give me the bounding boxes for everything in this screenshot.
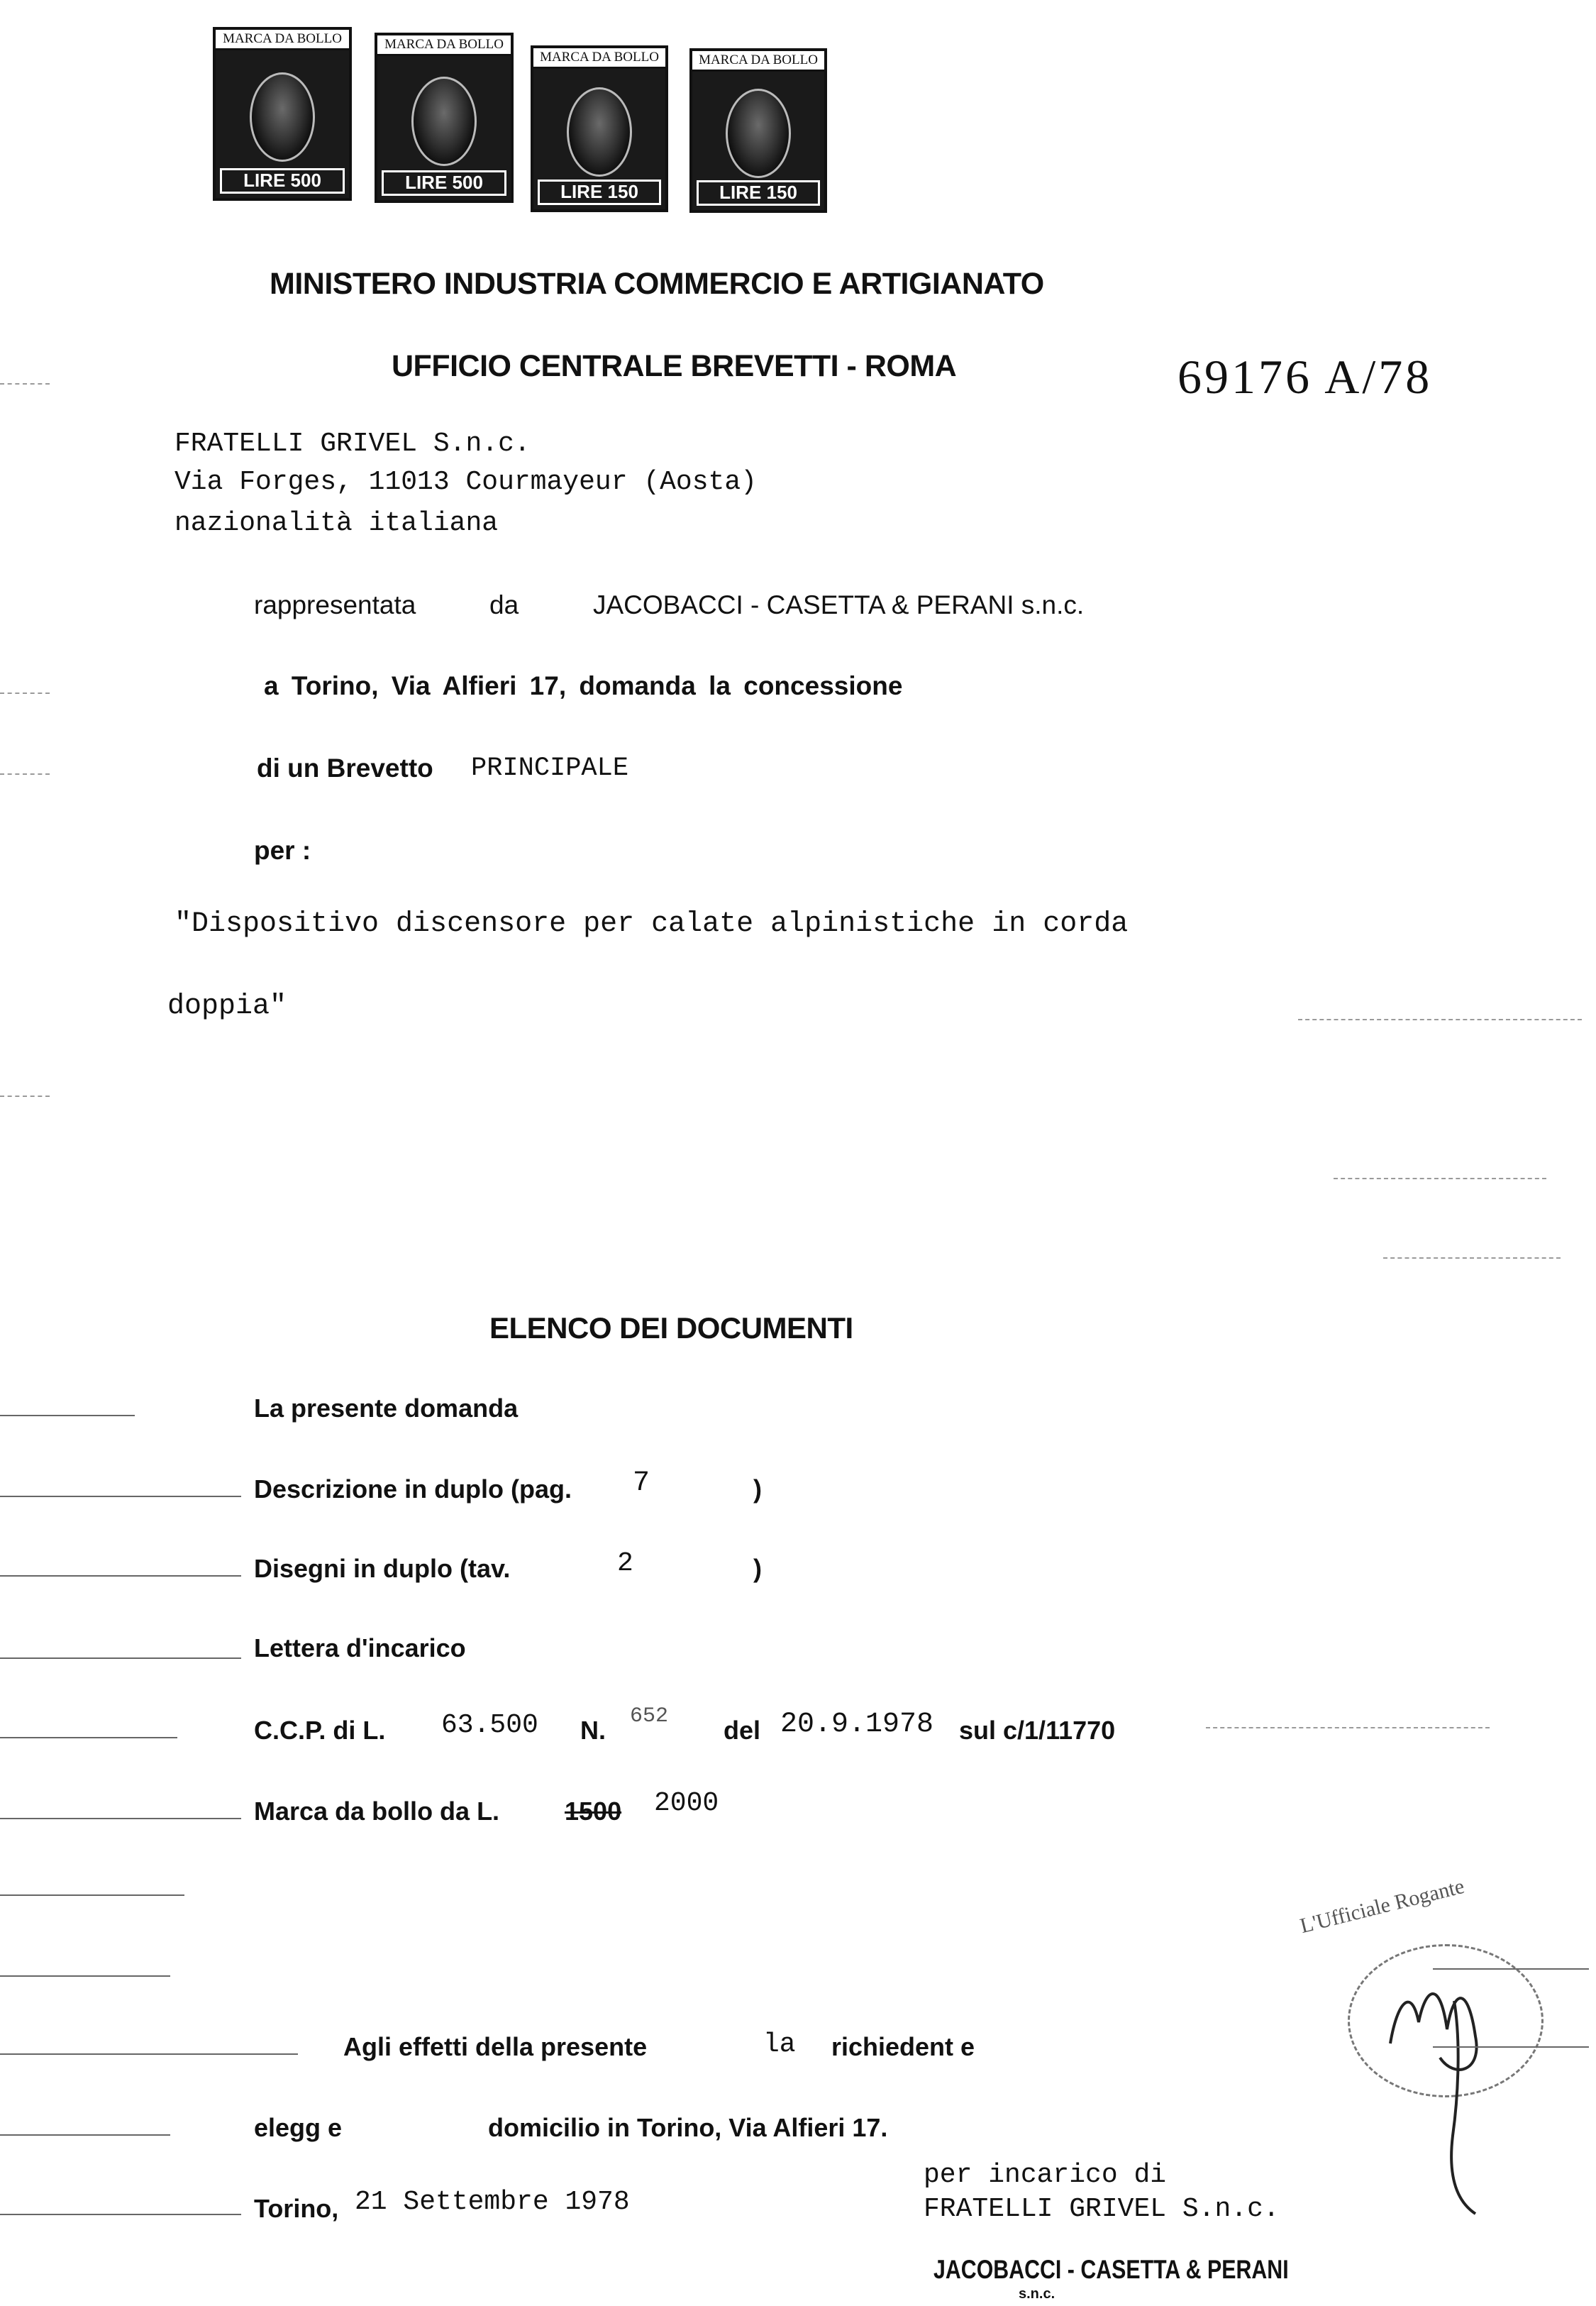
ccp-account: sul c/1/11770 xyxy=(959,1716,1116,1745)
domicile-la: la xyxy=(763,2029,796,2060)
domicile-line: Agli effetti della presente xyxy=(343,2032,648,2061)
agent-firm: JACOBACCI - CASETTA & PERANI s.n.c. xyxy=(593,590,1085,619)
doc-item: Lettera d'incarico xyxy=(254,1633,466,1662)
margin-rule xyxy=(0,1818,241,1819)
margin-rule xyxy=(0,1575,241,1577)
margin-rule xyxy=(0,383,50,385)
margin-rule xyxy=(1433,1968,1589,1970)
domicile-applicant: richiedent e xyxy=(831,2032,975,2061)
margin-rule xyxy=(0,1737,177,1738)
margin-rule xyxy=(1334,1178,1546,1179)
margin-rule xyxy=(1298,1019,1582,1020)
revenue-stamp xyxy=(689,48,827,213)
per-incarico: per incarico di xyxy=(924,2160,1167,2190)
invention-title: "Dispositivo discensore per calate alpinistiche in corda xyxy=(174,908,1129,940)
signing-firm: JACOBACCI - CASETTA & PERANI xyxy=(933,2255,1289,2284)
margin-rule xyxy=(1206,1727,1490,1728)
seal-caption: L'Ufficiale Rogante xyxy=(1297,1874,1467,1938)
office-heading: UFFICIO CENTRALE BREVETTI - ROMA xyxy=(392,349,957,383)
margin-rule xyxy=(0,1415,135,1416)
margin-rule xyxy=(0,1096,50,1097)
margin-rule xyxy=(1433,2046,1589,2048)
margin-rule xyxy=(0,693,50,694)
represented-by-label: da xyxy=(489,590,519,619)
closing-date: 21 Settembre 1978 xyxy=(355,2187,630,2217)
stamp-duty-label: Marca da bollo da L. xyxy=(254,1797,500,1826)
domicile-address: domicilio in Torino, Via Alfieri 17. xyxy=(488,2113,888,2142)
doc-item-value: 2 xyxy=(617,1548,633,1579)
closing-place: Torino, xyxy=(254,2194,339,2223)
doc-item-value: 7 xyxy=(633,1467,650,1499)
margin-rule xyxy=(0,2134,170,2136)
margin-rule xyxy=(0,1657,241,1659)
documents-heading: ELENCO DEI DOCUMENTI xyxy=(489,1311,853,1345)
revenue-stamp xyxy=(375,33,514,203)
patent-type-label: di un Brevetto xyxy=(257,754,433,783)
stamp-header: MARCA DA BOLLO xyxy=(216,30,349,50)
per-label: per : xyxy=(254,836,311,865)
ccp-date: 20.9.1978 xyxy=(780,1709,934,1740)
revenue-stamp xyxy=(213,27,352,201)
applicant-address: Via Forges, 11013 Courmayeur (Aosta) xyxy=(174,467,757,497)
margin-rule xyxy=(0,2053,298,2055)
represented-label: rappresentata xyxy=(254,590,416,619)
stamp-value: LIRE 500 xyxy=(382,170,506,196)
doc-item-close: ) xyxy=(753,1474,762,1504)
ccp-number-label: N. xyxy=(580,1716,606,1745)
agent-address-request: a Torino, Via Alfieri 17, domanda la concessione xyxy=(264,671,903,700)
domicile-elect: elegg e xyxy=(254,2113,343,2142)
applicant-name: FRATELLI GRIVEL S.n.c. xyxy=(174,429,531,459)
portrait-icon xyxy=(726,89,791,178)
ccp-amount: 63.500 xyxy=(441,1710,538,1740)
stamp-header: MARCA DA BOLLO xyxy=(377,35,511,56)
margin-rule xyxy=(0,1894,184,1896)
ccp-number: 652 xyxy=(630,1704,669,1728)
stamp-value: LIRE 150 xyxy=(538,180,661,205)
ministry-heading: MINISTERO INDUSTRIA COMMERCIO E ARTIGIANATO xyxy=(270,267,1044,301)
doc-item: La presente domanda xyxy=(254,1394,519,1423)
revenue-stamp xyxy=(531,45,668,212)
margin-rule xyxy=(0,1975,170,1977)
signing-firm-sub: s.n.c. xyxy=(1019,2286,1055,2302)
stamp-value: LIRE 500 xyxy=(220,168,345,194)
stamp-header: MARCA DA BOLLO xyxy=(533,48,665,69)
margin-rule xyxy=(0,2214,241,2215)
signature xyxy=(1369,1958,1539,2228)
patent-type: PRINCIPALE xyxy=(471,754,629,783)
margin-rule xyxy=(0,773,50,775)
closing-company: FRATELLI GRIVEL S.n.c. xyxy=(924,2194,1280,2224)
application-number: 69176 A/78 xyxy=(1177,350,1433,404)
doc-item: Disegni in duplo (tav. xyxy=(254,1554,511,1583)
stamp-header: MARCA DA BOLLO xyxy=(692,51,824,72)
stamp-value: LIRE 150 xyxy=(697,180,820,206)
doc-item: Descrizione in duplo (pag. xyxy=(254,1474,572,1504)
stamp-duty-old: 1500 xyxy=(565,1797,622,1826)
ccp-date-label: del xyxy=(724,1716,761,1745)
portrait-icon xyxy=(411,77,477,166)
doc-item-close: ) xyxy=(753,1554,762,1583)
portrait-icon xyxy=(567,87,632,177)
applicant-nationality: nazionalità italiana xyxy=(174,508,499,539)
margin-rule xyxy=(0,1496,241,1497)
ccp-label: C.C.P. di L. xyxy=(254,1716,386,1745)
stamp-duty-new: 2000 xyxy=(654,1788,719,1819)
portrait-icon xyxy=(250,72,315,162)
margin-rule xyxy=(1383,1257,1561,1259)
invention-title-cont: doppia" xyxy=(167,991,287,1022)
